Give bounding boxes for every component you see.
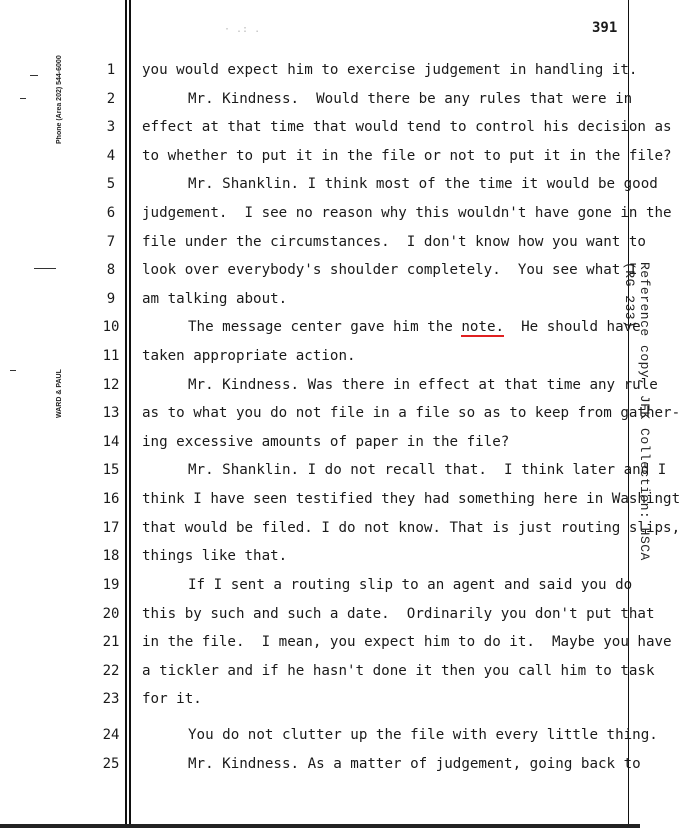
phone-number-margin: Phone (Area 202) 544-6000 — [56, 55, 63, 144]
line-text: He should have — [504, 319, 641, 335]
line-number: 5 — [106, 176, 116, 192]
transcript-line: effect at that time that would tend to control his decision as — [142, 119, 672, 135]
line-number: 2 — [106, 91, 116, 107]
transcript-line: am talking about. — [142, 291, 288, 307]
transcript-line: Mr. Shanklin. I think most of the time it would be good — [188, 176, 658, 192]
margin-mark — [34, 268, 56, 269]
page-bottom-edge — [0, 824, 640, 828]
line-number: 11 — [102, 348, 120, 364]
line-number: 17 — [102, 520, 120, 536]
line-number: 10 — [102, 319, 120, 335]
transcript-line: that would be filed. I do not know. That is just routing slips, — [142, 520, 680, 536]
line-number: 23 — [102, 691, 120, 707]
transcript-line: Mr. Kindness. As a matter of judgement, going back to — [188, 756, 641, 772]
transcript-line: to whether to put it in the file or not to put it in the file? — [142, 148, 672, 164]
transcript-line: as to what you do not file in a file so as to keep from gather- — [142, 405, 680, 421]
line-number: 25 — [102, 756, 120, 772]
transcript-line: Mr. Kindness. Would there be any rules that were in — [188, 91, 633, 107]
line-number: 15 — [102, 462, 120, 478]
transcript-line: a tickler and if he hasn't done it then you call him to task — [142, 663, 655, 679]
transcript-line: things like that. — [142, 548, 288, 564]
line-number: 3 — [106, 119, 116, 135]
line-number: 4 — [106, 148, 116, 164]
transcript-line — [142, 319, 641, 335]
line-number: 21 — [102, 634, 120, 650]
transcript-line: this by such and such a date. Ordinarily you don't put that — [142, 606, 655, 622]
transcript-line: file under the circumstances. I don't know how you want to — [142, 234, 646, 250]
firm-name-margin: WARD & PAUL — [56, 369, 63, 418]
line-number: 7 — [106, 234, 116, 250]
transcript-line: taken appropriate action. — [142, 348, 356, 364]
transcript-line: you would expect him to exercise judgement in handling it. — [142, 62, 638, 78]
margin-mark — [30, 75, 38, 76]
line-number: 24 — [102, 727, 120, 743]
line-number: 6 — [106, 205, 116, 221]
transcript-line: think I have seen testified they had something here in Washingt — [142, 491, 680, 507]
page-number: 391 — [592, 20, 618, 36]
line-number: 18 — [102, 548, 120, 564]
line-number: 8 — [106, 262, 116, 278]
transcript-line: Mr. Shanklin. I do not recall that. I think later and I — [188, 462, 667, 478]
line-number: 1 — [106, 62, 116, 78]
reference-copy-label: Reference copy, JFK Collection: HSCA (RG 233) — [622, 262, 652, 561]
transcript-line: If I sent a routing slip to an agent and said you do — [188, 577, 633, 593]
line-text: The message center gave him the — [188, 319, 462, 335]
transcript-line: for it. — [142, 691, 202, 707]
margin-mark — [20, 98, 26, 99]
transcript-line: judgement. I see no reason why this wouldn't have gone in the — [142, 205, 672, 221]
line-number: 14 — [102, 434, 120, 450]
scan-speck: · .: . — [224, 24, 261, 35]
transcript-line: ing excessive amounts of paper in the file? — [142, 434, 510, 450]
line-number: 9 — [106, 291, 116, 307]
line-number: 19 — [102, 577, 120, 593]
left-margin-rule-2 — [129, 0, 131, 828]
underlined-note: note. — [461, 319, 505, 335]
transcript-line: Mr. Kindness. Was there in effect at that time any rule — [188, 377, 658, 393]
line-number: 20 — [102, 606, 120, 622]
transcript-line: in the file. I mean, you expect him to do it. Maybe you have — [142, 634, 672, 650]
line-number: 12 — [102, 377, 120, 393]
line-number: 13 — [102, 405, 120, 421]
line-number: 22 — [102, 663, 120, 679]
transcript-line: You do not clutter up the file with every little thing. — [188, 727, 658, 743]
transcript-line: look over everybody's shoulder completely. You see what I — [142, 262, 638, 278]
line-number: 16 — [102, 491, 120, 507]
margin-mark — [10, 370, 16, 371]
